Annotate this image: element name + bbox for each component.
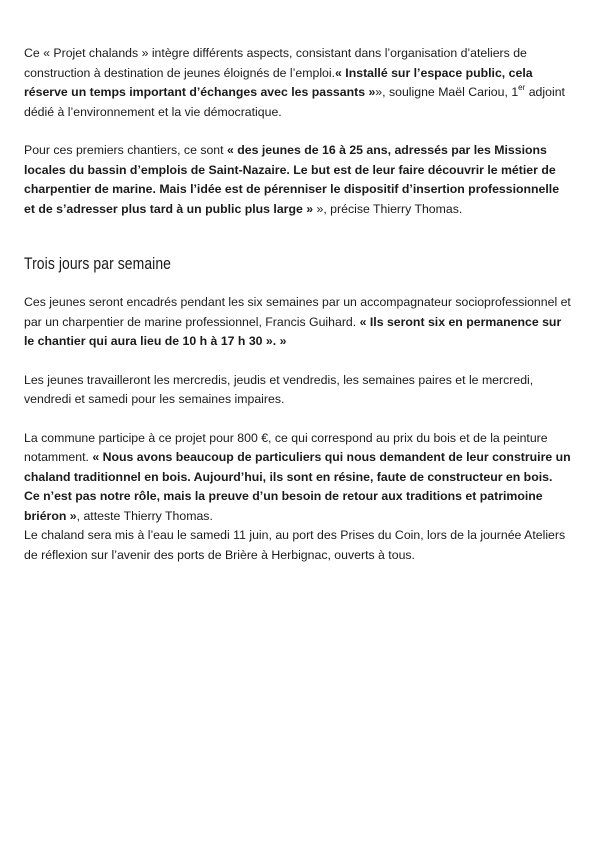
intro-attribution: », souligne Maël Cariou, 1 (375, 85, 519, 99)
supervision-text: Ces jeunes seront encadrés pendant les six semaines par un accompagnateur socioprofessionnel et par un charpentier de marine professionnel, Francis Guihard. (24, 295, 571, 329)
paragraph-funding (24, 429, 571, 527)
funding-attribution: , atteste Thierry Thomas. (76, 508, 213, 523)
funding-quote: « Nous avons beaucoup de particuliers qui nous demandent de leur construire un chaland traditionnel en bois. Aujourd’hui, ils sont en résine, faute de constructeur en bois. Ce n’est pas notre rôle, mais la preuve d’un besoin de retour aux traditions et patrimoine briéron » (24, 450, 571, 523)
paragraph-first-sites (24, 141, 571, 219)
funding-text: La commune participe à ce projet pour 800 €, ce qui correspond au prix du bois et de la peinture notamment. (24, 430, 548, 464)
intro-quote: « Installé sur l’espace public, cela réserve un temps important d’échanges avec les passants » (24, 65, 533, 99)
paragraph-launch: Le chaland sera mis à l’eau le samedi 11 juin, au port des Prises du Coin, lors de la journée Ateliers de réflexion sur l’avenir des ports de Brière à Herbignac, ouverts à tous. (24, 528, 566, 562)
first-sites-quote: « des jeunes de 16 à 25 ans, adressés par les Missions locales du bassin d’emplois de Saint-Nazaire. Le but est de leur faire découvrir le métier de charpentier de marine. Mais l’idée est de pérenniser le dispositif d’insertion professionnelle et de s’adresser plus tard à un public plus large » (24, 143, 560, 216)
paragraph-supervision (24, 293, 571, 352)
paragraph-schedule: Les jeunes travailleront les mercredis, jeudis et vendredis, les semaines paires et le mercredi, vendredi et samedi pour les semaines impaires. (24, 372, 534, 406)
intro-text: Ce « Projet chalands » intègre différents aspects, consistant dans l’organisation d’ateliers de construction à destination de jeunes éloignés de l’emploi. (24, 46, 527, 80)
intro-role: adjoint dédié à l’environnement et la vie démocratique. (24, 85, 565, 119)
section-heading: Trois jours par semaine (24, 254, 172, 273)
ordinal-suffix: er (518, 83, 526, 92)
first-sites-text: Pour ces premiers chantiers, ce sont (24, 143, 227, 157)
supervision-quote: « Ils seront six en permanence sur le chantier qui aura lieu de 10 h à 17 h 30 ». » (24, 314, 562, 348)
first-sites-attribution: », précise Thierry Thomas. (313, 201, 463, 216)
paragraph-intro (24, 44, 571, 122)
